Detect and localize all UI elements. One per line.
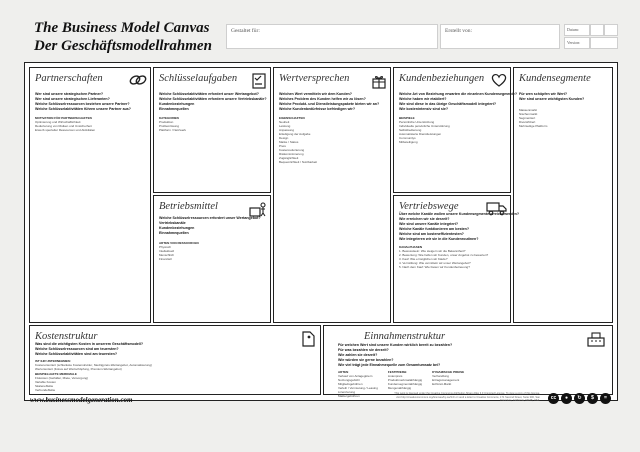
block-title: Kostenstruktur	[35, 331, 98, 342]
block-customer-segments[interactable]	[513, 67, 613, 323]
block-title: Einnahmenstruktur	[364, 331, 446, 342]
block-title: Partnerschaften	[35, 73, 103, 84]
question-list: Welche Art von Beziehung erwarten die einzelnen Kundensegmente? Welche haben wir etabliert? Wie sind diese in das übrige Geschäftsmodell integriert? Wie kostenintensiv sind sie?	[399, 92, 518, 111]
license-text: This work is licensed under the Creative Commons Attribution-Share Alike 3.0 Unported License. To view a copy of this license, visit http://creativecommons.org/licenses/by-sa/3.0/ or send a letter to Creative Commons, 171 Second Street, Suite 300, San Francisco, California, 94105, USA.	[394, 392, 540, 403]
version-field[interactable]	[564, 37, 590, 49]
business-model-canvas	[24, 62, 618, 401]
checklist-icon	[250, 72, 268, 90]
version-label: Version:	[567, 40, 581, 45]
gift-icon	[370, 72, 388, 90]
question-list: Welche Schlüsselaktivitäten erfordert unser Wertangebot? Welche Schlüsselaktivitäten erfordern unsere Vertriebskanäle? Kundenbeziehungen Einnahmequellen	[159, 92, 267, 111]
designed-for-label: Gestaltet für:	[231, 28, 260, 34]
share-alike-icon: ↻	[574, 393, 585, 404]
block-title: Betriebsmittel	[159, 201, 218, 212]
cash-register-icon	[586, 330, 606, 348]
example-list: ARTEN VON RESSOURCEN Physisch Intellektuell Menschlich Finanziell	[159, 241, 199, 261]
fixed-pricing-column: FESTPREISE Listenpreis Produktmerkmalabhängig Kundensegmentabhängig Mengenabhängig	[387, 370, 423, 390]
price-tag-icon	[300, 330, 316, 348]
attribution-icon: ●	[561, 393, 572, 404]
version-input[interactable]	[590, 37, 618, 49]
chain-link-icon	[128, 72, 148, 88]
heart-icon	[490, 72, 508, 88]
example-list: KANALPHASEN 1. Bewusstsein: Wie steigern wir die Bekanntheit? 2. Bewertung: Wie helfen wir Kunden, unser Angebot zu bewerten? 3. Kauf: Wie ermöglichen wir Käufe? 4. Vermittlung: Wie vermitteln wir unser Wertangebot? 5. Nach dem Kauf: Wie bieten wir Kundenbetreuung?	[399, 245, 489, 269]
block-title: Schlüsselaufgaben	[159, 73, 238, 84]
block-title: Wertversprechen	[279, 73, 350, 84]
example-list: Massenmarkt Nischenmarkt Segmentiert Diversifiziert Mehrseitige Plattform	[519, 108, 548, 128]
block-key-resources[interactable]	[153, 195, 271, 323]
question-list: Über welche Kanäle wollen unsere Kundensegmente erreicht werden? Wie erreichen wir sie derzeit? Wie sind unsere Kanäle integriert? Welche Kanäle funktionieren am besten? Welche sind am kosteneffizientesten? Wie integrieren wir sie in die Kundenroutinen?	[399, 212, 520, 241]
example-list: MOTIVATION FÜR PARTNERSCHAFTEN Optimierung und Wirtschaftlichkeit Reduzierung von Risiken und Unsicherheit Erwerb spezieller Ressourcen und Aktivitäten	[35, 116, 96, 132]
block-key-activities[interactable]	[153, 67, 271, 193]
question-list: Wer sind unsere strategischen Partner? Wer sind unsere strategischen Lieferanten? Welche Schlüsselressourcen beziehen unsere Partner? Welche Schlüsselaktivitäten führen unsere Partner aus?	[35, 92, 131, 111]
example-list: KATEGORIEN Produktion Problemlösung Plattform / Netzwerk	[159, 116, 187, 132]
date-input-1[interactable]	[590, 24, 604, 36]
title-german: Der Geschäftsmodellrahmen	[34, 38, 212, 54]
question-list: Was sind die wichtigsten Kosten in unserem Geschäftsmodell? Welche Schlüsselressourcen sind am teuersten? Welche Schlüsselaktivitäten sind am teuersten?	[35, 342, 144, 356]
date-field[interactable]	[564, 24, 590, 36]
question-list: Welche Schlüsselressourcen erfordert unser Wertangebot? Vertriebskanäle Kundenbeziehungen Einnahmequellen	[159, 216, 261, 235]
block-key-partners[interactable]	[29, 67, 151, 323]
date-label: Datum:	[567, 27, 579, 32]
designed-by-field[interactable]	[440, 24, 560, 49]
block-customer-relationships[interactable]	[393, 67, 518, 193]
no-derivatives-icon: =	[600, 393, 611, 404]
question-list: Welchen Wert vermitteln wir dem Kunden? Welches Problem des Kunden helfen wir zu lösen? Welche Produkt- und Dienstleistungspakete bieten wir an? Welche Kundenbedürfnisse befriedigen wir?	[279, 92, 380, 111]
designed-for-field[interactable]	[226, 24, 438, 49]
title-english: The Business Model Canvas	[34, 20, 210, 36]
example-list: IST IHR UNTERNEHMEN: Kostenorientiert (schlankste Kostenstruktur, Niedrigpreis-Wertangebot, Automatisierung) Wertorientiert (Fokus auf Wertschöpfung, Premium-Wertangebot) BEISPIELHAFTE MERKMALE Fixkosten (Gehälter, Miete, Versorgung) Variable Kosten Skaleneffekte Verbundeffekte	[35, 359, 153, 392]
question-list: Für welchen Wert sind unsere Kunden wirklich bereit zu bezahlen? Für was bezahlen sie derzeit? Wie zahlen sie derzeit? Wie würden sie gerne bezahlen? Wie viel trägt jede Einnahmequelle zum Gesamtumsatz bei?	[338, 343, 453, 367]
website-link[interactable]: www.businessmodelgeneration.com	[30, 396, 133, 404]
date-input-2[interactable]	[604, 24, 618, 36]
block-value-propositions[interactable]	[273, 67, 391, 323]
block-title: Kundenbeziehungen	[399, 73, 485, 84]
example-list: EIGENSCHAFTEN Neuheit Leistung Anpassung Erledigung der Aufgabe Design Marke / Status Preis Kostenreduzierung Risikominimierung Zugänglichkeit Bequemlichkeit / Nutzbarkeit	[279, 116, 318, 164]
block-cost-structure[interactable]	[29, 325, 321, 395]
block-title: Kundensegmente	[519, 73, 591, 84]
dynamic-pricing-column: DYNAMISCHE PREISE Verhandlung Ertragsmanagement Echtzeit-Markt	[432, 370, 465, 386]
cc-icon: cc	[548, 393, 559, 404]
question-list: Für wen schöpfen wir Wert? Wer sind unsere wichtigsten Kunden?	[519, 92, 585, 101]
noncommercial-icon: $	[587, 393, 598, 404]
block-channels[interactable]	[393, 195, 520, 323]
designed-by-label: Erstellt von:	[445, 28, 473, 34]
revenue-types-column: ARTEN Verkauf von Anlagegütern Nutzungsgebühr Mitgliedsgebühren Verleih / Vermietung / Leasing Lizenzierung Maklergebühren	[338, 370, 378, 398]
example-list: BEISPIELE Persönliche Unterstützung Individuelle persönliche Unterstützung Selbstbedienung Automatisierte Dienstleistungen Communitys Mitbeteiligung	[399, 116, 450, 144]
block-title: Vertriebswege	[399, 201, 459, 212]
